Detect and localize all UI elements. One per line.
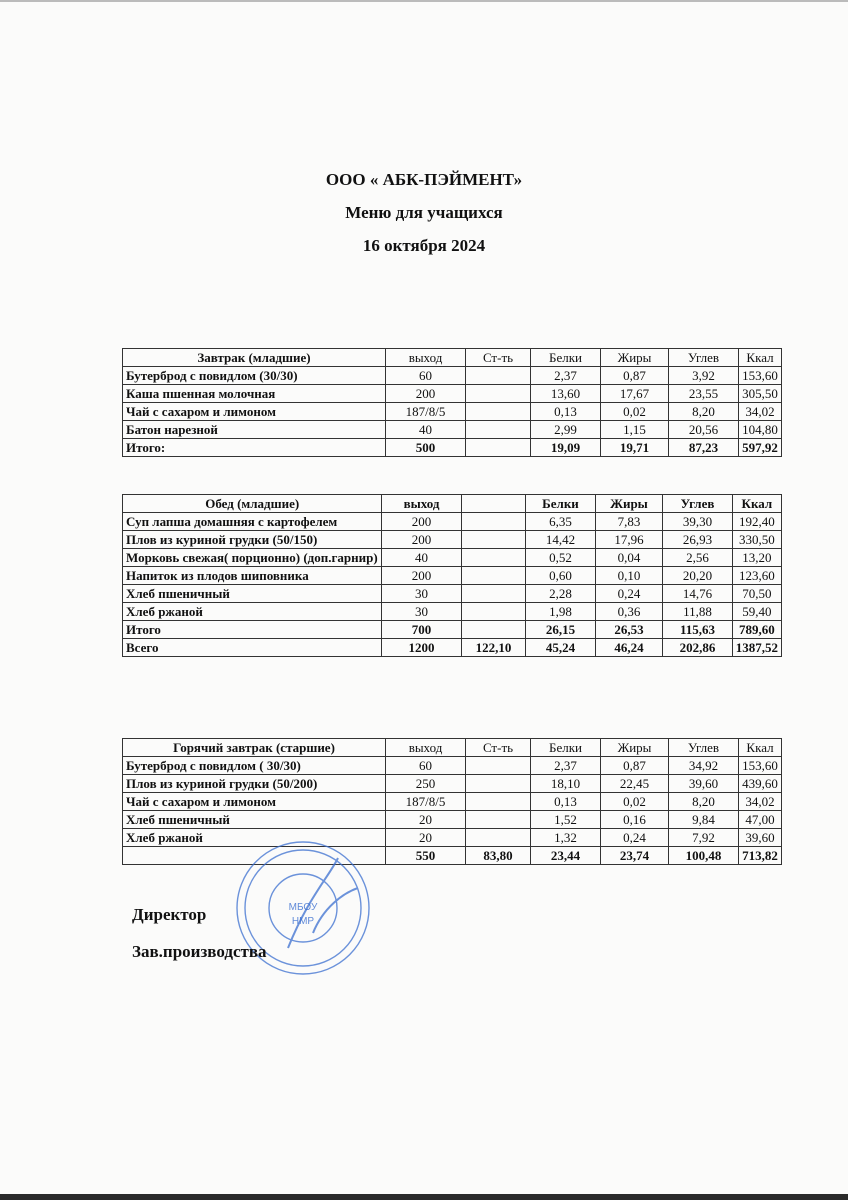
cell-value: 13,20 <box>732 549 781 567</box>
table-row <box>123 549 782 567</box>
cell-value: 0,24 <box>601 829 669 847</box>
cell-value: 115,63 <box>663 621 733 639</box>
table-row <box>123 775 782 793</box>
dish-name: Напиток из плодов шиповника <box>123 567 382 585</box>
cell-value <box>466 385 531 403</box>
column-header: Ст-ть <box>466 349 531 367</box>
cell-value: 19,09 <box>531 439 601 457</box>
cell-value: 500 <box>386 439 466 457</box>
cell-value: 59,40 <box>732 603 781 621</box>
table-row <box>123 403 782 421</box>
cell-value: 200 <box>382 567 461 585</box>
cell-value: 20,20 <box>663 567 733 585</box>
cell-value <box>466 757 531 775</box>
cell-value: 1,15 <box>601 421 669 439</box>
column-header: Ккал <box>739 739 782 757</box>
dish-name: Чай с сахаром и лимоном <box>123 793 386 811</box>
cell-value <box>466 793 531 811</box>
scan-top-edge <box>0 0 848 2</box>
cell-value: 202,86 <box>663 639 733 657</box>
dish-name: Каша пшенная молочная <box>123 385 386 403</box>
column-header: выход <box>386 349 466 367</box>
cell-value: 8,20 <box>669 793 739 811</box>
cell-value <box>461 567 526 585</box>
cell-value: 0,87 <box>601 367 669 385</box>
cell-value: 0,02 <box>601 403 669 421</box>
cell-value: 1387,52 <box>732 639 781 657</box>
cell-value: 39,60 <box>669 775 739 793</box>
cell-value: 18,10 <box>531 775 601 793</box>
cell-value: 47,00 <box>739 811 782 829</box>
table-row <box>123 757 782 775</box>
cell-value <box>466 829 531 847</box>
cell-value: 200 <box>382 513 461 531</box>
cell-value: 8,20 <box>669 403 739 421</box>
cell-value: 0,13 <box>531 793 601 811</box>
cell-value: 439,60 <box>739 775 782 793</box>
cell-value: 7,83 <box>595 513 663 531</box>
section-title: Горячий завтрак (старшие) <box>123 739 386 757</box>
table-row <box>123 793 782 811</box>
cell-value: 122,10 <box>461 639 526 657</box>
cell-value: 1200 <box>382 639 461 657</box>
cell-value <box>466 439 531 457</box>
svg-text:НМР: НМР <box>291 916 315 927</box>
cell-value: 123,60 <box>732 567 781 585</box>
cell-value: 40 <box>386 421 466 439</box>
column-header: Ккал <box>732 495 781 513</box>
table-row <box>123 621 782 639</box>
cell-value: 0,87 <box>601 757 669 775</box>
table-row <box>123 421 782 439</box>
table-row <box>123 531 782 549</box>
column-header: Углев <box>669 349 739 367</box>
cell-value <box>466 403 531 421</box>
cell-value: 34,02 <box>739 793 782 811</box>
column-header: Ккал <box>739 349 782 367</box>
cell-value: 87,23 <box>669 439 739 457</box>
cell-value: 17,96 <box>595 531 663 549</box>
cell-value <box>461 603 526 621</box>
table-row <box>123 385 782 403</box>
cell-value: 1,52 <box>531 811 601 829</box>
cell-value: 14,42 <box>526 531 595 549</box>
column-header: Белки <box>531 349 601 367</box>
cell-value: 26,93 <box>663 531 733 549</box>
column-header: выход <box>382 495 461 513</box>
company-name: ООО « АБК-ПЭЙМЕНТ» <box>325 170 523 189</box>
cell-value: 0,10 <box>595 567 663 585</box>
dish-name: Хлеб пшеничный <box>123 585 382 603</box>
cell-value <box>466 811 531 829</box>
cell-value: 60 <box>386 757 466 775</box>
dish-name: Итого: <box>123 439 386 457</box>
dish-name: Суп лапша домашняя с картофелем <box>123 513 382 531</box>
column-header: Белки <box>526 495 595 513</box>
section-title: Обед (младшие) <box>123 495 382 513</box>
dish-name: Хлеб пшеничный <box>123 811 386 829</box>
cell-value: 200 <box>386 385 466 403</box>
cell-value: 0,16 <box>601 811 669 829</box>
production-manager-signature-label: Зав.производства <box>132 942 267 961</box>
table-row <box>123 585 782 603</box>
dish-name: Хлеб ржаной <box>123 829 386 847</box>
cell-value: 17,67 <box>601 385 669 403</box>
cell-value: 14,76 <box>663 585 733 603</box>
table-breakfast-junior <box>122 348 782 457</box>
cell-value: 0,60 <box>526 567 595 585</box>
cell-value: 1,98 <box>526 603 595 621</box>
dish-name: Морковь свежая( порционно) (доп.гарнир) <box>123 549 382 567</box>
director-signature-label: Директор <box>132 905 207 924</box>
cell-value: 23,55 <box>669 385 739 403</box>
cell-value: 713,82 <box>739 847 782 865</box>
column-header: Жиры <box>601 739 669 757</box>
cell-value <box>466 421 531 439</box>
column-header: Углев <box>669 739 739 757</box>
cell-value: 2,56 <box>663 549 733 567</box>
cell-value: 30 <box>382 603 461 621</box>
table-row <box>123 367 782 385</box>
table-row <box>123 567 782 585</box>
dish-name: Чай с сахаром и лимоном <box>123 403 386 421</box>
table-header-row <box>123 495 782 513</box>
cell-value <box>461 513 526 531</box>
column-header: выход <box>386 739 466 757</box>
cell-value: 26,53 <box>595 621 663 639</box>
cell-value: 0,24 <box>595 585 663 603</box>
cell-value: 45,24 <box>526 639 595 657</box>
cell-value: 20 <box>386 811 466 829</box>
cell-value: 60 <box>386 367 466 385</box>
cell-value: 26,15 <box>526 621 595 639</box>
column-header: Жиры <box>595 495 663 513</box>
cell-value: 6,35 <box>526 513 595 531</box>
cell-value: 23,74 <box>601 847 669 865</box>
dish-name: Плов из куриной грудки (50/200) <box>123 775 386 793</box>
dish-name: Бутерброд с повидлом (30/30) <box>123 367 386 385</box>
cell-value: 30 <box>382 585 461 603</box>
dish-name: Батон нарезной <box>123 421 386 439</box>
svg-text:МБОУ: МБОУ <box>288 902 318 913</box>
menu-date: 16 октября 2024 <box>362 236 486 255</box>
cell-value: 700 <box>382 621 461 639</box>
table-header-row <box>123 739 782 757</box>
cell-value: 34,92 <box>669 757 739 775</box>
cell-value: 20 <box>386 829 466 847</box>
section-title: Завтрак (младшие) <box>123 349 386 367</box>
cell-value: 153,60 <box>739 367 782 385</box>
cell-value: 789,60 <box>732 621 781 639</box>
cell-value: 104,80 <box>739 421 782 439</box>
cell-value: 2,28 <box>526 585 595 603</box>
cell-value: 2,37 <box>531 367 601 385</box>
table-row <box>123 603 782 621</box>
cell-value: 192,40 <box>732 513 781 531</box>
cell-value: 46,24 <box>595 639 663 657</box>
cell-value: 153,60 <box>739 757 782 775</box>
cell-value: 13,60 <box>531 385 601 403</box>
cell-value: 39,60 <box>739 829 782 847</box>
column-header: Углев <box>663 495 733 513</box>
table-row <box>123 639 782 657</box>
cell-value <box>461 531 526 549</box>
cell-value: 0,02 <box>601 793 669 811</box>
cell-value: 200 <box>382 531 461 549</box>
cell-value: 330,50 <box>732 531 781 549</box>
column-header: Жиры <box>601 349 669 367</box>
cell-value: 39,30 <box>663 513 733 531</box>
cell-value <box>461 585 526 603</box>
table-header-row <box>123 349 782 367</box>
dish-name: Бутерброд с повидлом ( 30/30) <box>123 757 386 775</box>
cell-value: 550 <box>386 847 466 865</box>
cell-value: 40 <box>382 549 461 567</box>
cell-value: 0,13 <box>531 403 601 421</box>
cell-value: 100,48 <box>669 847 739 865</box>
cell-value: 597,92 <box>739 439 782 457</box>
cell-value: 0,36 <box>595 603 663 621</box>
cell-value: 19,71 <box>601 439 669 457</box>
cell-value: 2,37 <box>531 757 601 775</box>
cell-value: 0,04 <box>595 549 663 567</box>
cell-value: 305,50 <box>739 385 782 403</box>
cell-value <box>466 367 531 385</box>
scan-bottom-edge <box>0 1194 848 1200</box>
table-row <box>123 811 782 829</box>
cell-value: 22,45 <box>601 775 669 793</box>
cell-value: 1,32 <box>531 829 601 847</box>
cell-value: 23,44 <box>531 847 601 865</box>
dish-name: Хлеб ржаной <box>123 603 382 621</box>
menu-subtitle: Меню для учащихся <box>345 203 503 222</box>
cell-value: 2,99 <box>531 421 601 439</box>
cell-value <box>461 621 526 639</box>
table-lunch-junior <box>122 494 782 657</box>
table-row <box>123 513 782 531</box>
dish-name: Всего <box>123 639 382 657</box>
cell-value: 70,50 <box>732 585 781 603</box>
dish-name: Плов из куриной грудки (50/150) <box>123 531 382 549</box>
cell-value: 3,92 <box>669 367 739 385</box>
cell-value: 250 <box>386 775 466 793</box>
cell-value: 83,80 <box>466 847 531 865</box>
column-header <box>461 495 526 513</box>
cell-value: 7,92 <box>669 829 739 847</box>
cell-value: 9,84 <box>669 811 739 829</box>
column-header: Ст-ть <box>466 739 531 757</box>
cell-value: 20,56 <box>669 421 739 439</box>
cell-value <box>466 775 531 793</box>
table-row <box>123 439 782 457</box>
cell-value: 187/8/5 <box>386 403 466 421</box>
dish-name: Итого <box>123 621 382 639</box>
cell-value: 0,52 <box>526 549 595 567</box>
cell-value: 187/8/5 <box>386 793 466 811</box>
cell-value: 11,88 <box>663 603 733 621</box>
cell-value: 34,02 <box>739 403 782 421</box>
cell-value <box>461 549 526 567</box>
column-header: Белки <box>531 739 601 757</box>
